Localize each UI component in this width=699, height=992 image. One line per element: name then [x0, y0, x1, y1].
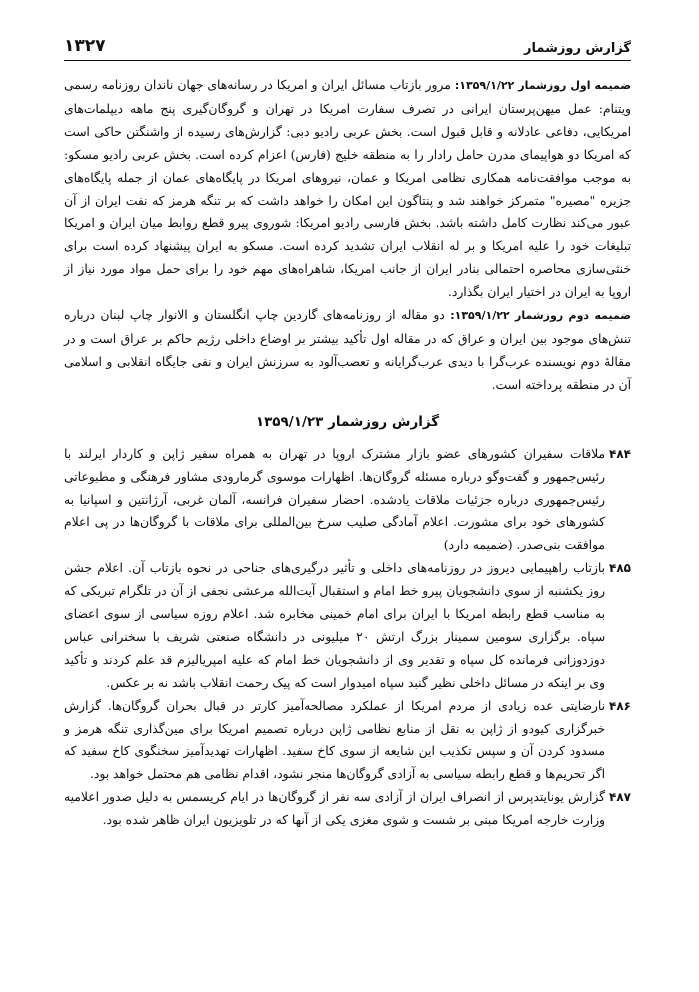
- entry-487: [64, 786, 631, 832]
- running-title: گزارش روزشمار: [524, 41, 631, 56]
- entry-text: گزارش یونایتدپرس از انصراف ایران از آزادی سه نفر از گروگان‌ها در ایام کریسمس به دلیل صدور اعلامیه وزارت خارجه امریکا مبنی بر شست و شوی مغزی یکی از آنها که در تلویزیون ایران ظاهر شده بود.: [64, 790, 605, 828]
- page-number: ۱۳۲۷: [64, 36, 106, 56]
- page-body: [64, 74, 631, 832]
- entry-number: ۴۸۵: [609, 561, 631, 576]
- entry-text: بازتاب راهپیمایی دیروز در روزنامه‌های داخلی و تأثیر درگیری‌های جناحی در نحوه بازتاب آن. اعلام جشن روز یکشنبه از سوی دانشجویان پیرو خط امام و استقبال آیت‌الله مرعشی نجفی از آن در تلگرام تبریکی که به مناسب قطع رابطه امریکا با ایران برای امام خمینی مخابره شد. اعلام روزه سیاسی از سوی اعضای سپاه. برگزاری سومین سمینار بزرگ ارتش ۲۰ میلیونی در دانشگاه صنعتی شریف با سخنرانی عباس دوزدوزانی فرمانده کل سپاه و تقدیر وی از دانشجویان خط امام که علیه امپریالیزم قد علم کردند و تأکید وی بر اینکه در مسائل داخلی نظیر گنبد سپاه امیدوار است که پیک رحمت انقلاب باشد نه بر عکس.: [64, 561, 605, 690]
- annex-1-text: مرور بازتاب مسائل ایران و امریکا در رسانه‌های جهان ناندان روزنامه رسمی ویتنام: عمل میهن‌پرستان ایرانی در تصرف سفارت امریکا در تهران و گروگان‌گیری پنج ماهه دیپلمات‌های امریکایی، دفاعی عادلانه و قابل قبول است. بخش عربی رادیو دبی: گزارش‌های رسیده از واشنگتن حاکی است که امریکا دو هواپیمای مدرن حامل رادار را به منطقه خلیج (فارس) اعزام کرده است. بخش عربی رادیو مسکو: به موجب موافقت‌نامه همکاری نظامی امریکا و عمان، نیروهای امریکا در پایگاه‌های عمان از جمله پایگاه‌های جزیره "مصیره" متمرکز خواهند شد و پنتاگون این امکان را خواهد داشت که بر تنگه هرمز که نفت ایران از آن عبور می‌کند نظارت کامل داشته باشد. بخش فارسی رادیو امریکا: شوروی پیرو قطع روابط میان ایران و امریکا تبلیغات خود را علیه امریکا و بر له انقلاب ایران تشدید کرده است. مسکو به ایران پیشنهاد کرده است برای خنثی‌سازی محاصره احتمالی بنادر ایران از جانب امریکا، شاهراه‌های مهم خود را برای حمل مواد مورد نیاز از اروپا به ایران در اختیار ایران بگذارد.: [64, 78, 631, 300]
- entry-number: ۴۸۴: [609, 446, 631, 461]
- page-header: [64, 32, 631, 56]
- annex-2-label: ضمیمه دوم روزشمار ۱۳۵۹/۱/۲۲:: [450, 309, 631, 323]
- entry-486: [64, 695, 631, 787]
- entry-485: [64, 557, 631, 694]
- section-heading: گزارش روزشمار ۱۳۵۹/۱/۲۳: [255, 413, 440, 430]
- entry-484: [64, 443, 631, 558]
- annex-1-label: ضمیمه اول روزشمار ۱۳۵۹/۱/۲۲:: [454, 79, 631, 92]
- entry-text: ملاقات سفیران کشورهای عضو بازار مشترک اروپا در تهران به همراه سفیر ژاپن و کاردار ایرلند با رئیس‌جمهور و گفت‌وگو درباره مسئله گروگان‌ها. اظهارات موسوی گرمارودی مشاور فرهنگی و مطبوعاتی رئیس‌جمهوری درباره جزئیات ملاقات یادشده. احضار سفیران فرانسه، آلمان غربی، آرژانتین و اسپانیا به کشورهای خود برای مشورت. اعلام آمادگی صلیب سرخ بین‌المللی برای ملاقات با گروگان‌ها در پی اعلام موافقت بنی‌صدر. (ضمیمه دارد): [64, 446, 605, 553]
- annex-2: [64, 304, 631, 397]
- entry-number: ۴۸۷: [609, 790, 631, 805]
- header-rule: [64, 60, 631, 61]
- annex-1: [64, 74, 631, 304]
- entry-text: نارضایتی عده زیادی از مردم امریکا از عملکرد مصالحه‌آمیز کارتر در قبال بحران گروگان‌ها. گزارش خبرگزاری کیودو از ژاپن به نقل از منابع نظامی ژاپن درباره تصمیم امریکا برای مین‌گذاری تنگه هرمز و مسدود کردن آن و سپس تکذیب این شایعه از سوی کاخ سفید. اظهارات تهدیدآمیز سخنگوی کاخ سفید که اگر تحریم‌ها و قطع رابطه سیاسی به آزادی گروگان‌ها منجر نشود، اقدام نظامی هم محتمل خواهد بود.: [64, 698, 605, 782]
- entry-number: ۴۸۶: [609, 698, 631, 713]
- annex-2-text: دو مقاله از روزنامه‌های گاردین چاپ انگلستان و الانوار چاپ لبنان درباره تنش‌های موجود بین ایران و عراق که در مقاله اول تأکید بیشتر بر اوضاع داخلی رژیم حاکم بر عراق است و در مقالهٔ دوم نویسنده عرب‌گرا با دیدی عرب‌گرایانه و تعصب‌آلود به سرزنش ایران و نفی جایگاه انقلابی و اسلامی آن در منطقه پرداخته است.: [64, 308, 631, 392]
